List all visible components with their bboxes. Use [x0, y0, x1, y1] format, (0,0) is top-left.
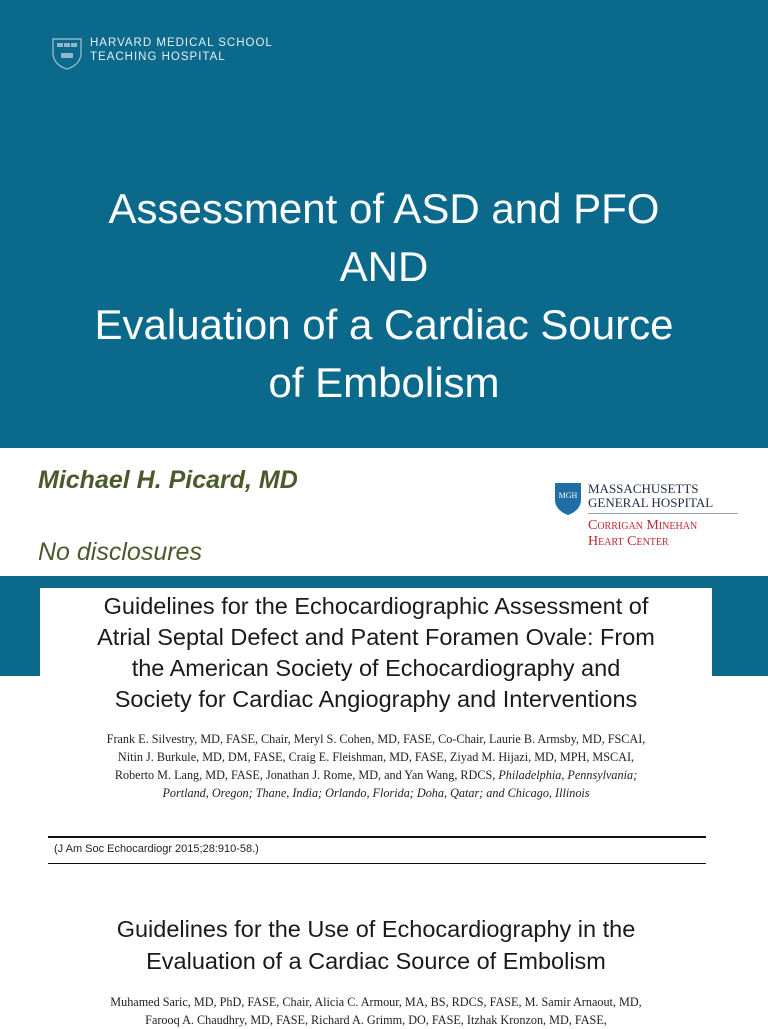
title-line: Evaluation of a Cardiac Source: [94, 301, 674, 348]
paper1-author-line: Roberto M. Lang, MD, FASE, Jonathan J. Rome, MD, and Yan Wang, RDCS, Philadelphia, Pennsylvania;: [114, 768, 638, 782]
paper1-title-line: Atrial Septal Defect and Patent Foramen Ovale: From: [97, 624, 655, 650]
paper1-author-line: Frank E. Silvestry, MD, FASE, Chair, Meryl S. Cohen, MD, FASE, Co-Chair, Laurie B. Armsby, MD, FSCAI,: [106, 732, 646, 746]
mgh-shield-icon: [554, 482, 582, 516]
guideline-papers-panel: [40, 588, 712, 1027]
paper1-title-line: Society for Cardiac Angiography and Interventions: [114, 686, 638, 712]
paper1-author-line: Portland, Oregon; Thane, India; Orlando, Florida; Doha, Qatar; and Chicago, Illinois: [162, 786, 590, 800]
paper2-title-line: Evaluation of a Cardiac Source of Embolism: [146, 948, 606, 974]
paper2-title-line: Guidelines for the Use of Echocardiography in the: [116, 916, 636, 942]
presenter-name: Michael H. Picard, MD: [38, 466, 298, 494]
mgh-divider: [588, 513, 738, 514]
heart-center-line2: Heart Center: [588, 534, 669, 549]
title-line: AND: [339, 243, 429, 290]
svg-text:MGH: MGH: [558, 491, 578, 500]
paper1-author-line: Nitin J. Burkule, MD, DM, FASE, Craig E. Fleishman, MD, FASE, Ziyad M. Hijazi, MD, MPH, MSCAI,: [117, 750, 635, 764]
paper1-title-line: the American Society of Echocardiography and: [131, 655, 621, 681]
hms-branding: [50, 36, 273, 70]
hms-text: [90, 36, 273, 64]
paper2-title: [40, 913, 712, 977]
disclosures-text: No disclosures: [38, 538, 202, 566]
harvard-crest-icon: [50, 36, 84, 70]
title-line: of Embolism: [268, 359, 500, 406]
mgh-logo: [534, 472, 768, 576]
paper1-authors: [44, 730, 708, 802]
paper2-author-line: Farooq A. Chaudhry, MD, FASE, Richard A. Grimm, DO, FASE, Itzhak Kronzon, MD, FASE,: [145, 1013, 607, 1027]
hms-line: TEACHING HOSPITAL: [90, 51, 226, 63]
mgh-name-line2: GENERAL HOSPITAL: [588, 495, 714, 510]
slide-title: [20, 180, 748, 412]
paper2-author-line: Muhamed Saric, MD, PhD, FASE, Chair, Alicia C. Armour, MA, BS, RDCS, FASE, M. Samir Arnaout, MD,: [110, 995, 642, 1009]
heart-center-line1: Corrigan Minehan: [588, 518, 698, 533]
paper1-title-line: Guidelines for the Echocardiographic Assessment of: [103, 593, 649, 619]
citation-top-rule: [48, 836, 706, 838]
title-banner: [0, 0, 768, 448]
citation-bottom-rule: [48, 863, 706, 864]
title-line: Assessment of ASD and PFO: [108, 185, 660, 232]
mgh-name-line1: MASSACHUSETTS: [588, 481, 699, 496]
paper1-title: [40, 591, 712, 715]
hms-line: HARVARD MEDICAL SCHOOL: [90, 37, 273, 49]
paper1-citation: (J Am Soc Echocardiogr 2015;28:910-58.): [54, 843, 259, 855]
